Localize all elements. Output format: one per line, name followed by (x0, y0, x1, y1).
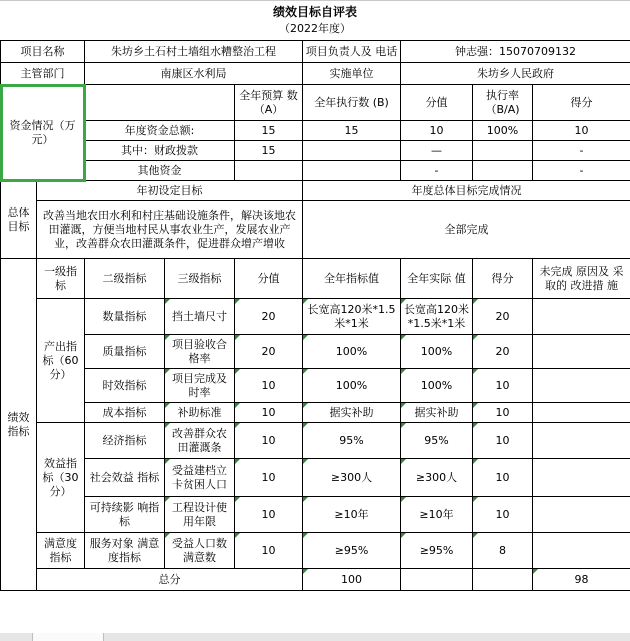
table-row-actual[interactable]: ≥300人 (401, 459, 473, 497)
table-row-points[interactable]: 10 (473, 403, 533, 423)
total-blank-actual (473, 569, 533, 591)
table-row-points[interactable]: 10 (473, 423, 533, 459)
self-evaluation-table (0, 40, 630, 591)
table-row-reason[interactable] (533, 497, 630, 533)
total-blank-target (401, 569, 473, 591)
table-row-level3: 挡土墙尺寸 (165, 299, 235, 335)
funds-row-total-points[interactable]: 10 (533, 121, 630, 141)
funds-row-fiscal-name: 其中：财政拨款 (85, 141, 235, 161)
group-output-label: 产出指标（60分） (37, 299, 85, 423)
funds-row-total-name: 年度资金总额: (85, 121, 235, 141)
table-row-actual[interactable]: 100% (401, 335, 473, 369)
table-row-score[interactable]: 20 (235, 299, 303, 335)
table-row-target[interactable]: ≥95% (303, 533, 401, 569)
table-row-actual[interactable]: 长宽高120米*1.5米*1米 (401, 299, 473, 335)
table-row-points[interactable]: 20 (473, 299, 533, 335)
perf-header-score: 分值 (235, 259, 303, 299)
table-row-actual[interactable]: ≥95% (401, 533, 473, 569)
table-row-target[interactable]: ≥300人 (303, 459, 401, 497)
table-row-target[interactable]: 100% (303, 369, 401, 403)
table-row-reason[interactable] (533, 459, 630, 497)
group-benefit-label: 效益指标（30分） (37, 423, 85, 533)
table-row-score[interactable]: 10 (235, 533, 303, 569)
performance-label: 绩效指标 (1, 259, 37, 591)
table-row-target[interactable]: 据实补助 (303, 403, 401, 423)
table-row-target[interactable]: 100% (303, 335, 401, 369)
overall-label: 总体目标 (1, 181, 37, 259)
funds-header-blank (85, 85, 235, 121)
funds-row-total-executed[interactable]: 15 (303, 121, 401, 141)
top-border (0, 0, 630, 1)
table-row-actual[interactable]: ≥10年 (401, 497, 473, 533)
table-row-reason[interactable] (533, 403, 630, 423)
funds-row-fiscal-executed[interactable] (303, 141, 401, 161)
overall-target-header: 年初设定目标 (37, 181, 303, 201)
table-row-points[interactable]: 10 (473, 369, 533, 403)
funds-header-executed: 全年执行数 (B) (303, 85, 401, 121)
dept-label: 主管部门 (1, 63, 85, 85)
table-row-level2: 服务对象 满意度指标 (85, 533, 165, 569)
page-subtitle-year: （2022年度） (279, 22, 351, 35)
overall-completion-header: 年度总体目标完成情况 (303, 181, 630, 201)
table-row-actual[interactable]: 95% (401, 423, 473, 459)
perf-header-level2: 二级指标 (85, 259, 165, 299)
funds-row-total-score[interactable]: 10 (401, 121, 473, 141)
funds-row-total-rate[interactable]: 100% (473, 121, 533, 141)
table-row-score[interactable]: 20 (235, 335, 303, 369)
funds-row-total-budget[interactable]: 15 (235, 121, 303, 141)
perf-header-target: 全年指标值 (303, 259, 401, 299)
table-row-points[interactable]: 20 (473, 335, 533, 369)
project-name-label: 项目名称 (1, 41, 85, 63)
table-row-reason[interactable] (533, 369, 630, 403)
funds-header-rate: 执行率（B/A) (473, 85, 533, 121)
overall-completion-text[interactable]: 全部完成 (303, 201, 630, 259)
table-row-target[interactable]: ≥10年 (303, 497, 401, 533)
table-row-points[interactable]: 8 (473, 533, 533, 569)
table-row-points[interactable]: 10 (473, 497, 533, 533)
funds-header-points: 得分 (533, 85, 630, 121)
total-label: 总分 (37, 569, 303, 591)
table-row-level2: 成本指标 (85, 403, 165, 423)
perf-header-level3: 三级指标 (165, 259, 235, 299)
table-row-level2: 经济指标 (85, 423, 165, 459)
table-row-reason[interactable] (533, 299, 630, 335)
funds-label-cell[interactable]: 资金情况（万元） (1, 85, 85, 181)
project-owner-value[interactable]: 钟志强：15070709132 (401, 41, 630, 63)
table-row-reason[interactable] (533, 423, 630, 459)
perf-header-reason: 未完成 原因及 采取的 改进措 施 (533, 259, 630, 299)
table-row-actual[interactable]: 据实补助 (401, 403, 473, 423)
funds-row-fiscal-points[interactable]: - (533, 141, 630, 161)
table-row-level2: 数量指标 (85, 299, 165, 335)
funds-row-other-score[interactable]: - (401, 161, 473, 181)
table-row-reason[interactable] (533, 533, 630, 569)
page-title: 绩效目标自评表 (272, 5, 357, 19)
table-row-level3: 项目完成及时率 (165, 369, 235, 403)
funds-row-fiscal-score[interactable]: — (401, 141, 473, 161)
table-row-target[interactable]: 95% (303, 423, 401, 459)
table-row-points[interactable]: 10 (473, 459, 533, 497)
overall-target-text[interactable]: 改善当地农田水利和村庄基础设施条件，解决该地农田灌溉，方便当地村民从事农业生产，发展农业产业，改善群众农田灌溉条件，促进群众增产增收 (37, 201, 303, 259)
funds-row-other-name: 其他资金 (85, 161, 235, 181)
project-owner-label: 项目负责人及 电话 (303, 41, 401, 63)
table-row-level2: 可持续影 响指标 (85, 497, 165, 533)
sheet-tab[interactable] (32, 633, 104, 641)
table-row-target[interactable]: 长宽高120米*1.5米*1米 (303, 299, 401, 335)
table-row-actual[interactable]: 100% (401, 369, 473, 403)
sheet-tab-bar (0, 633, 630, 641)
table-row-reason[interactable] (533, 335, 630, 369)
table-row-score[interactable]: 10 (235, 423, 303, 459)
table-row-score[interactable]: 10 (235, 497, 303, 533)
perf-header-level1: 一级指标 (37, 259, 85, 299)
table-row-level2: 质量指标 (85, 335, 165, 369)
table-row-level3: 受益建档立卡贫困人口 (165, 459, 235, 497)
table-row-level3: 改善群众农田灌溉条 (165, 423, 235, 459)
table-row-score[interactable]: 10 (235, 403, 303, 423)
dept-value[interactable]: 南康区水利局 (85, 63, 303, 85)
total-points[interactable]: 98 (533, 569, 630, 591)
table-row-level3: 工程设计使用年限 (165, 497, 235, 533)
impl-unit-label: 实施单位 (303, 63, 401, 85)
perf-header-actual: 全年实际 值 (401, 259, 473, 299)
impl-unit-value[interactable]: 朱坊乡人民政府 (401, 63, 630, 85)
funds-row-other-executed[interactable] (303, 161, 401, 181)
table-row-score[interactable]: 10 (235, 459, 303, 497)
table-row-level3: 受益人口数满意数 (165, 533, 235, 569)
funds-row-fiscal-rate[interactable] (473, 141, 533, 161)
funds-header-budget: 全年预算 数（A） (235, 85, 303, 121)
table-row-level2: 社会效益 指标 (85, 459, 165, 497)
table-row-level3: 补助标准 (165, 403, 235, 423)
group-satisfaction-label: 满意度 指标 (37, 533, 85, 569)
table-row-level2: 时效指标 (85, 369, 165, 403)
table-row-score[interactable]: 10 (235, 369, 303, 403)
table-row-level3: 项目验收合格率 (165, 335, 235, 369)
total-score[interactable]: 100 (303, 569, 401, 591)
funds-row-other-points[interactable]: - (533, 161, 630, 181)
perf-header-points: 得分 (473, 259, 533, 299)
project-name-value[interactable]: 朱坊乡土石村土墙组水糟整治工程 (85, 41, 303, 63)
funds-row-other-rate[interactable] (473, 161, 533, 181)
funds-header-score: 分值 (401, 85, 473, 121)
funds-row-fiscal-budget[interactable]: 15 (235, 141, 303, 161)
funds-row-other-budget[interactable] (235, 161, 303, 181)
